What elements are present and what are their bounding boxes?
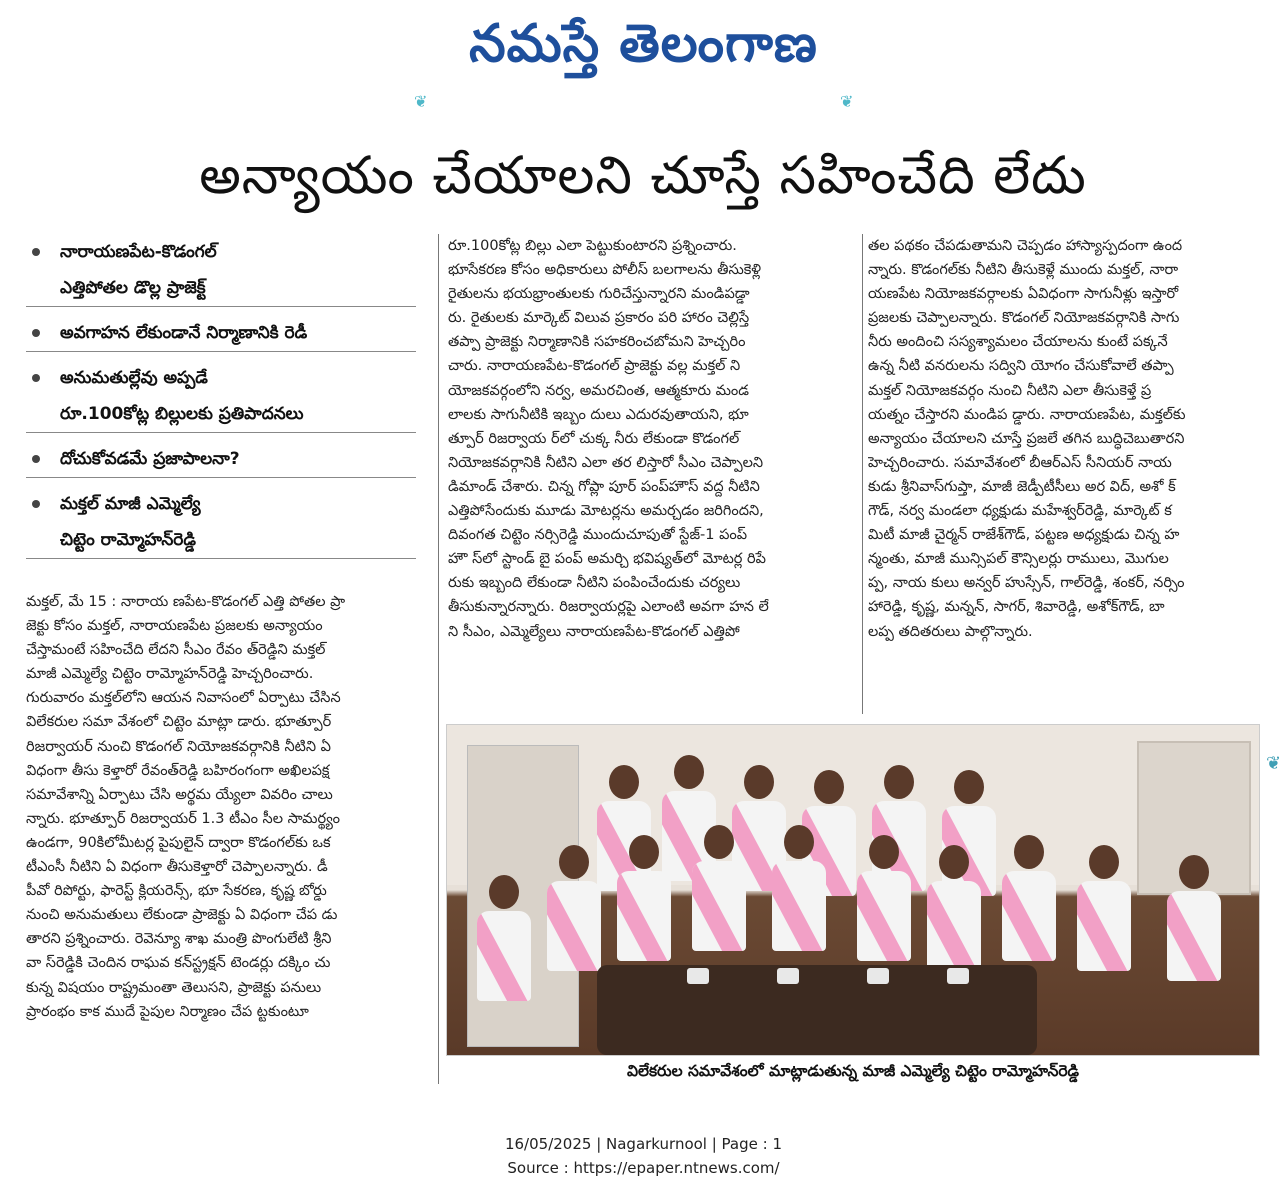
text-line: భూసేకరణ కోసం అధికారులు పోలీస్ బలగాలను తీసుకెళ్లి [448,262,762,279]
bullet-line: దోచుకోవడమే ప్రజాపాలనా? [60,449,240,469]
text-line: ఎత్తిపోసేందుకు మూడు మోటర్లను అమర్చడం జరిగిందని, [448,503,764,520]
text-line: కుడు శ్రీనివాస్‌గుప్తా, మాజీ జెడ్పీటీసీలు అర విద్, అశో క్ [868,478,1176,495]
text-line: విధంగా తీసు కెళ్తారో రేవంత్‌రెడ్డి బహిరంగంగా అఖిలపక్ష [26,762,330,779]
text-line: జెక్టు కోసం మక్తల్, నారాయణపేట ప్రజలకు అన్యాయం [26,618,323,635]
text-line: న్నారు. కొడంగల్‌కు నీటిని తీసుకెళ్లే ముందు మక్తల్, నారా [868,262,1179,279]
text-line: రుకు ఇబ్బంది లేకుండా నీటిని పంపించేందుకు చర్యలు [448,575,741,592]
bullet-item [26,360,416,433]
text-line: సమావేశాన్ని ఏర్పాటు చేసి అర్థమ య్యేలా వివరిం చాలు [26,786,333,803]
text-line: రు. రైతులకు మార్కెట్ విలువ ప్రకారం పరి హారం చెల్లిస్తే [448,310,750,327]
bullet-dot-icon [32,374,40,382]
text-line: డిమాండ్ చేశారు. చిన్న గోప్లా పూర్ పంప్‌హౌస్ వద్ద నీటిని [448,478,760,495]
text-line: మక్తల్, మే 15 : నారాయ ణపేట-కొడంగల్ ఎత్తి పోతల ప్రా [26,594,346,610]
text-line: న్నారు. భూత్పూర్ రిజర్వాయర్ 1.3 టీఎం సీల సామర్థ్యం [26,810,340,827]
photo-caption: విలేకరుల సమావేశంలో మాట్లాడుతున్న మాజీ ఎమ్మెల్యే చిట్టెం రామ్మోహన్‌రెడ్డి [626,1062,1080,1080]
footer-date-edition: 16/05/2025 | Nagarkurnool | Page : 1 [504,1135,783,1153]
bullet-item [26,234,416,307]
photo-table [597,965,1037,1055]
text-line: ప్రారంభం కాక ముదే పైపుల నిర్మాణం చేప ట్టకుంటూ [26,1003,309,1020]
photo-cup [947,968,969,984]
bullet-line: రూ.100కోట్ల బిల్లులకు ప్రతిపాదనలు [60,404,304,424]
text-line: వా స్‌రెడ్డికి చెందిన రాఘవ కన్‌స్ట్రక్షన్ టెండర్లు దక్కిం చు [26,955,331,972]
footer-source-link[interactable]: Source : https://epaper.ntnews.com/ [507,1159,780,1177]
column-divider [862,234,863,714]
text-line: మిటీ మాజీ చైర్మన్ రాజేశ్‌గౌడ్, పట్టణ అధ్యక్షుడు చిన్న హ [868,527,1180,544]
headline: అన్యాయం చేయాలని చూస్తే సహించేది లేదు [199,146,1087,206]
leaf-icon: ❦ [414,92,428,111]
bullet-dot-icon [32,455,40,463]
text-line: ప్రజలకు చెప్పాలన్నారు. కొడంగల్ నియోజకవర్గానికి సాగు [868,310,1180,327]
bullet-line: అనుమతుల్లేవు అప్పడే [60,368,208,388]
text-line: తప్పా ప్రాజెక్టు నిర్మాణానికి సహకరించబోమని హెచ్చరిం [448,334,746,351]
bullet-dot-icon [32,248,40,256]
leaf-icon: ❦ [840,92,854,111]
text-line: హెచ్చరించారు. సమావేశంలో బీఆర్‌ఎస్ సీనియర్ నాయ [868,454,1172,471]
text-line: ఉండగా, 90కిలోమీటర్ల పైపులైన్ ద్వారా కొడంగల్‌కు ఒక [26,834,331,851]
news-clipping [24,92,1260,1094]
text-line: త్పూర్ రిజర్వాయ ర్‌లో చుక్క నీరు లేకుండా కొడంగల్ [448,430,740,447]
photo-person [547,845,601,971]
text-line: మాజీ ఎమ్మెల్యే చిట్టెం రామ్మోహన్‌రెడ్డి హెచ్చరించారు. [26,666,314,683]
text-line: ఉన్న నీటి వనరులను సద్విని యోగం చేసుకోవాలే తప్పా [868,358,1174,375]
text-line: చారు. నారాయణపేట-కొడంగల్ ప్రాజెక్టు వల్ల మక్తల్ ని [448,358,741,375]
photo-person [1002,835,1056,961]
bullet-dot-icon [32,329,40,337]
bullet-line: అవగాహన లేకుండానే నిర్మాణానికి రెడీ [60,323,308,343]
bullet-item [26,315,416,352]
text-line: తీసుకున్నారన్నారు. రిజర్వాయర్లపై ఎలాంటి అవగా హన లే [448,599,769,616]
photo-person [772,825,826,951]
text-line: పీవో రిపోర్టు, ఫారెస్ట్ క్లియరెన్స్, భూ సేకరణ, కృష్ణ బోర్డు [26,883,327,900]
text-line: మక్తల్ నియోజకవర్గం నుంచి నీటిని ఎలా తీసుకెళ్తే ప్ర [868,382,1152,399]
bullet-line: చిట్టెం రామ్మోహన్‌రెడ్డి [60,530,196,550]
text-line: నుంచి అనుమతులు లేకుండా ప్రాజెక్టు ఏ విధంగా చేప డు [26,907,338,924]
text-line: టీఎంసీ నీటిని ఏ విధంగా తీసుకెళ్తారో చెప్పాలన్నారు. డీ [26,859,328,876]
photo-cup [687,968,709,984]
text-line: విలేకరుల సమా వేశంలో చిట్టెం మాట్లా డారు. భూత్పూర్ [26,714,332,731]
swirl-icon: ❦ [1266,753,1282,774]
photo-cup [867,968,889,984]
text-line: చేస్తామంటే సహించేది లేదని సీఎం రేవం త్‌రెడ్డిని మక్తల్ [26,642,326,659]
press-meet-photo [446,724,1260,1056]
text-line: నీరు అందించి సస్యశ్యామలం చేయాలను కుంటే పక్కనే [868,334,1168,351]
text-line: రూ.100కోట్ల బిల్లు ఎలా పెట్టుకుంటారని ప్రశ్నించారు. [448,238,737,254]
article-column-2 [448,234,858,644]
photo-person [477,875,531,1001]
text-line: హౌ స్‌లో స్టాండ్ బై పంప్ అమర్చి భవిష్యత్‌లో మోటర్ల రిపే [448,551,766,568]
bullet-item [26,441,416,478]
photo-person [1167,855,1221,981]
photo-person [617,835,671,961]
highlight-bullets [26,234,416,567]
bullet-item [26,486,416,559]
article-column-3 [868,234,1260,644]
text-line: రైతులను భయభ్రాంతులకు గురిచేస్తున్నారని మండిపడ్డా [448,286,750,303]
text-line: నియోజకవర్గానికి నీటిని ఎలా తర లిస్తారో సీఎం చెప్పాలని [448,454,764,471]
text-line: హారెడ్డి, కృష్ణ, మన్నన్, సాగర్, శివారెడ్డి, అశోక్‌గౌడ్, బా [868,599,1165,616]
photo-cup [777,968,799,984]
text-line: ని సీఎం, ఎమ్మెల్యేలు నారాయణపేట-కొడంగల్ ఎత్తిపో [448,623,740,640]
text-line: లప్ప తదితరులు పాల్గొన్నారు. [868,623,1033,640]
text-line: తారని ప్రశ్నించారు. రెవెన్యూ శాఖ మంత్రి పొంగులేటి శ్రీని [26,931,332,948]
text-line: గురువారం మక్తల్‌లోని ఆయన నివాసంలో ఏర్పాటు చేసిన [26,690,341,707]
photo-person [927,845,981,971]
bullet-dot-icon [32,500,40,508]
text-line: కున్న విషయం రాష్ట్రమంతా తెలుసని, ప్రాజెక్టు పనులు [26,979,322,996]
bullet-line: మక్తల్ మాజీ ఎమ్మెల్యే [60,494,201,514]
text-line: యణపేట నియోజకవర్గాలకు ఏవిధంగా సాగునీళ్లు ఇస్తారో [868,286,1179,303]
text-line: యోజకవర్గంలోని నర్వ, అమరచింత, ఆత్మకూరు మండ [448,382,749,399]
column-divider [438,234,439,1084]
photo-person [1077,845,1131,971]
text-line: లాలకు సాగునీటికి ఇబ్బం దులు ఎదురవుతాయని, భూ [448,406,749,423]
photo-person [857,835,911,961]
masthead-logo: నమస్తే తెలంగాణ [469,13,818,74]
photo-person [692,825,746,951]
text-line: రిజర్వాయర్ నుంచి కొడంగల్ నియోజకవర్గానికి నీటిని ఏ [26,738,331,755]
bullet-line: ఎత్తిపోతల డొల్ల ప్రాజెక్ట్ [60,278,206,298]
text-line: ప్ప, నాయ కులు అన్వర్ హుస్సేన్, గాల్‌రెడ్డి, శంకర్, నర్సిం [868,575,1185,592]
text-line: న్మంతు, మాజీ మున్సిపల్ కౌన్సిలర్లు రాములు, మొగుల [868,551,1169,568]
text-line: అన్యాయం చేయాలని చూస్తే ప్రజలే తగిన బుద్ధిచెబుతారని [868,430,1185,447]
bullet-line: నారాయణపేట-కొడంగల్ [60,242,217,262]
text-line: తల పథకం చేపడుతామని చెప్పడం హాస్యాస్పదంగా ఉంద [868,238,1183,254]
article-column-1 [26,590,434,1024]
text-line: యత్నం చేస్తారని మండిప డ్డారు. నారాయణపేట, మక్తల్‌కు [868,406,1186,423]
text-line: దివంగత చిట్టెం నర్సిరెడ్డి ముందుచూపుతో స్టేజ్-1 పంప్ [448,527,748,544]
text-line: గౌడ్, నర్వ మండలా ధ్యక్షుడు మహేశ్వర్‌రెడ్డి, మార్కెట్ క [868,503,1172,520]
